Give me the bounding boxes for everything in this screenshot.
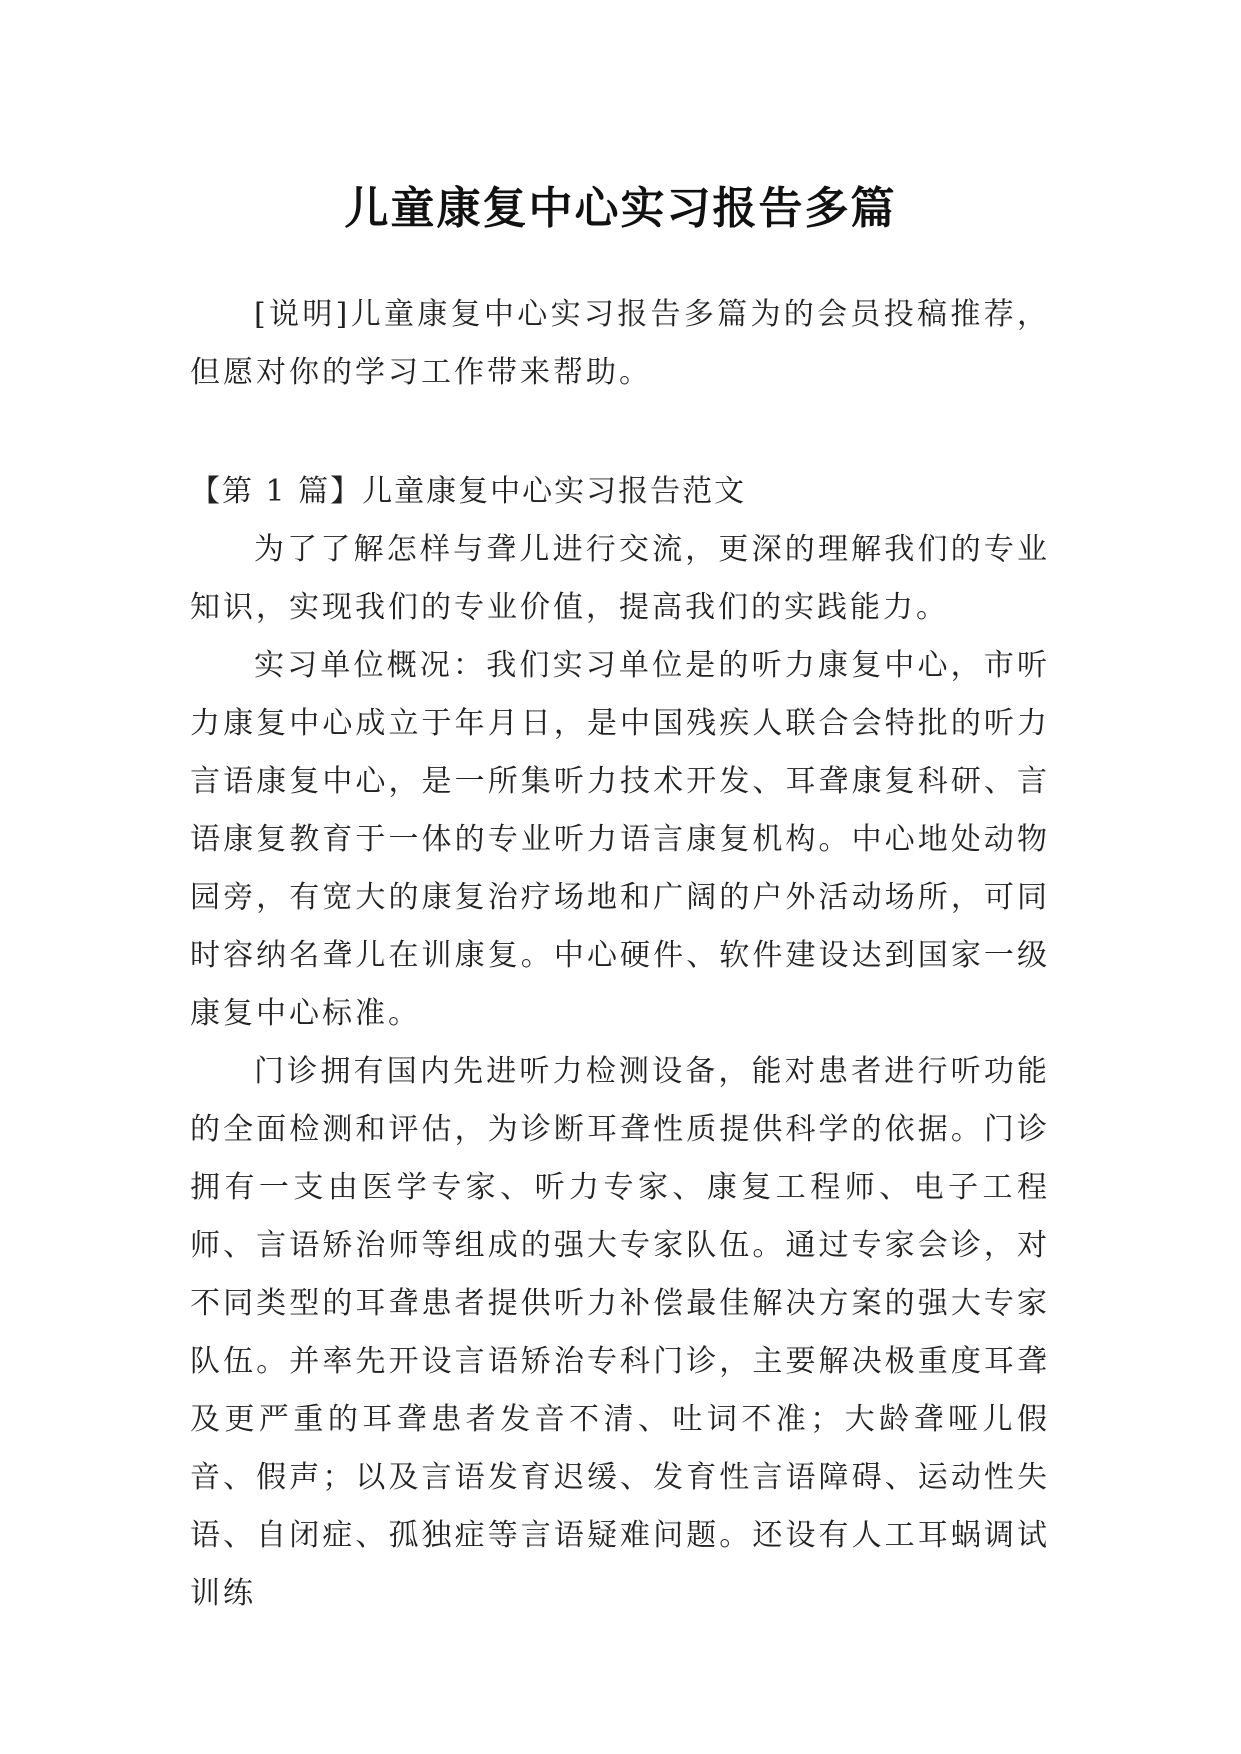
- section-heading: 【第 1 篇】儿童康复中心实习报告范文: [190, 474, 747, 509]
- paragraph-clinic: 门诊拥有国内先进听力检测设备，能对患者进行听功能的全面检测和评估，为诊断耳聋性质提供科学的依据。门诊拥有一支由医学专家、听力专家、康复工程师、电子工程师、言语矫治师等组成的强大专家队伍。通过专家会诊，对不同类型的耳聋患者提供听力补偿最佳解决方案的强大专家队伍。并率先开设言语矫治专科门诊，主要解决极重度耳聋及更严重的耳聋患者发音不清、吐词不准；大龄聋哑儿假音、假声；以及言语发育迟缓、发育性言语障碍、运动性失语、自闭症、孤独症等言语疑难问题。还设有人工耳蜗调试训练: [190, 1054, 1050, 1611]
- paragraph-unit-overview: 实习单位概况：我们实习单位是的听力康复中心，市听力康复中心成立于年月日，是中国残疾人联合会特批的听力言语康复中心，是一所集听力技术开发、耳聋康复科研、言语康复教育于一体的专业听力语言康复机构。中心地处动物园旁，有宽大的康复治疗场地和广阔的户外活动场所，可同时容纳名聋儿在训康复。中心硬件、软件建设达到国家一级康复中心标准。: [190, 648, 1050, 1031]
- article-body: [190, 463, 1050, 1623]
- note-paragraph: [说明]儿童康复中心实习报告多篇为的会员投稿推荐，但愿对你的学习工作带来帮助。: [190, 297, 1050, 390]
- document-title: 儿童康复中心实习报告多篇: [344, 183, 897, 235]
- paragraph-purpose: 为了了解怎样与聋儿进行交流，更深的理解我们的专业知识，实现我们的专业价值，提高我们的实践能力。: [190, 532, 1050, 625]
- note-block: [190, 286, 1050, 402]
